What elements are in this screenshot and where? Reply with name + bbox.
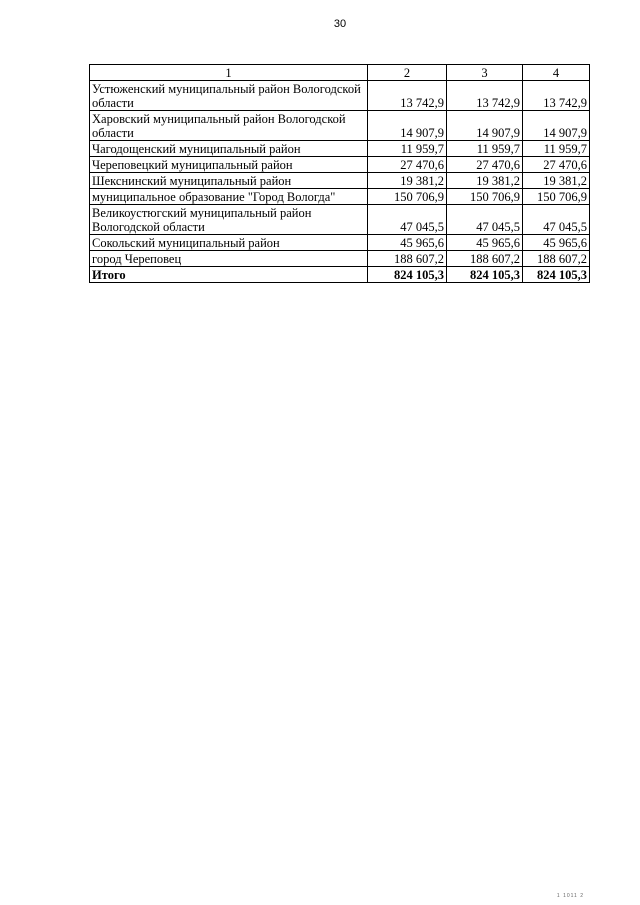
municipality-name: город Череповец bbox=[90, 251, 368, 267]
total-value: 824 105,3 bbox=[523, 267, 590, 283]
value-cell: 188 607,2 bbox=[447, 251, 523, 267]
municipality-name: Чагодощенский муниципальный район bbox=[90, 141, 368, 157]
value-cell: 14 907,9 bbox=[368, 111, 447, 141]
value-cell: 13 742,9 bbox=[447, 81, 523, 111]
value-cell: 19 381,2 bbox=[447, 173, 523, 189]
value-cell: 45 965,6 bbox=[523, 235, 590, 251]
value-cell: 11 959,7 bbox=[523, 141, 590, 157]
budget-table bbox=[89, 64, 590, 283]
table-row bbox=[90, 251, 590, 267]
value-cell: 13 742,9 bbox=[368, 81, 447, 111]
value-cell: 19 381,2 bbox=[523, 173, 590, 189]
total-row bbox=[90, 267, 590, 283]
table-row bbox=[90, 235, 590, 251]
value-cell: 13 742,9 bbox=[523, 81, 590, 111]
table-row bbox=[90, 141, 590, 157]
page-number: 30 bbox=[333, 18, 347, 30]
municipality-name: Череповецкий муниципальный район bbox=[90, 157, 368, 173]
column-header: 4 bbox=[523, 65, 590, 81]
value-cell: 19 381,2 bbox=[368, 173, 447, 189]
value-cell: 47 045,5 bbox=[447, 205, 523, 235]
table-row bbox=[90, 205, 590, 235]
footer-mark: 1 1011 2 bbox=[556, 893, 584, 899]
value-cell: 14 907,9 bbox=[447, 111, 523, 141]
value-cell: 27 470,6 bbox=[368, 157, 447, 173]
municipality-name: Великоустюгский муниципальный район Вологодской области bbox=[90, 205, 368, 235]
municipality-name: Сокольский муниципальный район bbox=[90, 235, 368, 251]
total-value: 824 105,3 bbox=[447, 267, 523, 283]
header-row bbox=[90, 65, 590, 81]
value-cell: 45 965,6 bbox=[447, 235, 523, 251]
value-cell: 150 706,9 bbox=[447, 189, 523, 205]
value-cell: 27 470,6 bbox=[523, 157, 590, 173]
total-value: 824 105,3 bbox=[368, 267, 447, 283]
municipality-name: муниципальное образование "Город Вологда" bbox=[90, 189, 368, 205]
value-cell: 188 607,2 bbox=[368, 251, 447, 267]
total-label: Итого bbox=[90, 267, 368, 283]
value-cell: 45 965,6 bbox=[368, 235, 447, 251]
table-row bbox=[90, 81, 590, 111]
municipality-name: Устюженский муниципальный район Вологодской области bbox=[90, 81, 368, 111]
column-header: 1 bbox=[90, 65, 368, 81]
table-row bbox=[90, 189, 590, 205]
value-cell: 150 706,9 bbox=[523, 189, 590, 205]
municipality-name: Шекснинский муниципальный район bbox=[90, 173, 368, 189]
value-cell: 11 959,7 bbox=[368, 141, 447, 157]
column-header: 2 bbox=[368, 65, 447, 81]
column-header: 3 bbox=[447, 65, 523, 81]
table-row bbox=[90, 173, 590, 189]
value-cell: 47 045,5 bbox=[368, 205, 447, 235]
value-cell: 188 607,2 bbox=[523, 251, 590, 267]
value-cell: 11 959,7 bbox=[447, 141, 523, 157]
table-row bbox=[90, 111, 590, 141]
value-cell: 150 706,9 bbox=[368, 189, 447, 205]
value-cell: 14 907,9 bbox=[523, 111, 590, 141]
table-row bbox=[90, 157, 590, 173]
value-cell: 47 045,5 bbox=[523, 205, 590, 235]
municipality-name: Харовский муниципальный район Вологодской области bbox=[90, 111, 368, 141]
value-cell: 27 470,6 bbox=[447, 157, 523, 173]
